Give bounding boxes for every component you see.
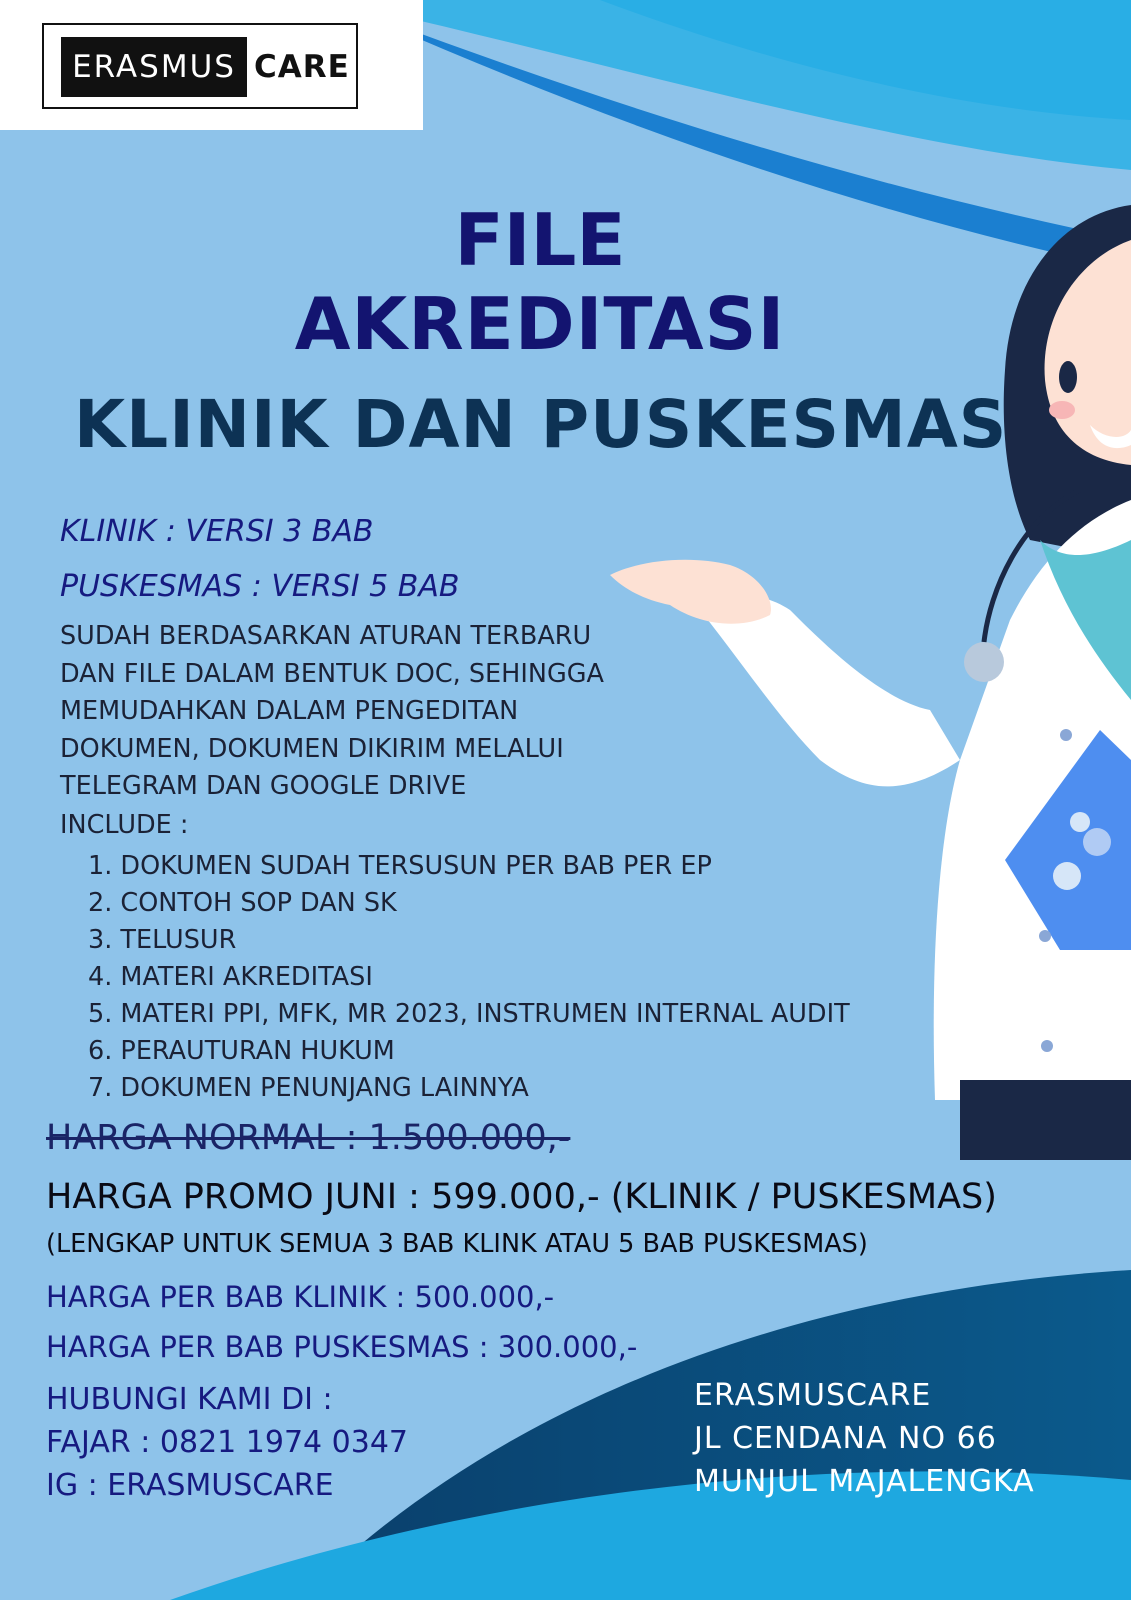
title-file: FILE	[454, 198, 626, 282]
title-klinik-puskesmas: KLINIK DAN PUSKESMAS	[74, 386, 1008, 463]
price-promo: HARGA PROMO JUNI : 599.000,- (KLINIK / PUSKESMAS)	[46, 1177, 997, 1217]
list-item: 1. DOKUMEN SUDAH TERSUSUN PER BAB PER EP	[88, 851, 712, 881]
description-line: TELEGRAM DAN GOOGLE DRIVE	[60, 771, 467, 801]
title-akreditasi: AKREDITASI	[294, 282, 786, 366]
version-puskesmas: PUSKESMAS : VERSI 5 BAB	[60, 569, 460, 604]
address-name: ERASMUSCARE	[694, 1378, 932, 1413]
logo-erasmus-text: ERASMUS	[61, 37, 247, 97]
list-item: 3. TELUSUR	[88, 925, 237, 955]
price-per-bab-puskesmas: HARGA PER BAB PUSKESMAS : 300.000,-	[46, 1330, 638, 1364]
include-label: INCLUDE :	[60, 810, 189, 840]
contact-phone: FAJAR : 0821 1974 0347	[46, 1425, 409, 1460]
list-item: 5. MATERI PPI, MFK, MR 2023, INSTRUMEN INTERNAL AUDIT	[88, 999, 850, 1029]
include-list	[88, 848, 850, 1107]
contact-instagram: IG : ERASMUSCARE	[46, 1468, 334, 1503]
logo-box	[0, 0, 423, 130]
price-per-bab-klinik: HARGA PER BAB KLINIK : 500.000,-	[46, 1280, 555, 1314]
contact-heading: HUBUNGI KAMI DI :	[46, 1382, 333, 1417]
description-line: MEMUDAHKAN DALAM PENGEDITAN	[60, 696, 519, 726]
list-item: 4. MATERI AKREDITASI	[88, 962, 373, 992]
description	[60, 618, 700, 806]
logo-frame	[42, 23, 358, 109]
description-line: SUDAH BERDASARKAN ATURAN TERBARU	[60, 621, 592, 651]
price-normal: HARGA NORMAL : 1.500.000,-	[46, 1118, 571, 1158]
address-street: JL CENDANA NO 66	[694, 1421, 997, 1456]
list-item: 2. CONTOH SOP DAN SK	[88, 888, 397, 918]
list-item: 6. PERAUTURAN HUKUM	[88, 1036, 395, 1066]
logo-care-text: CARE	[254, 49, 350, 85]
version-klinik: KLINIK : VERSI 3 BAB	[60, 514, 374, 549]
address-block	[694, 1374, 1035, 1503]
contact-block	[46, 1378, 408, 1507]
address-city: MUNJUL MAJALENGKA	[694, 1464, 1035, 1499]
description-line: DOKUMEN, DOKUMEN DIKIRIM MELALUI	[60, 733, 564, 764]
description-line: DAN FILE DALAM BENTUK DOC, SEHINGGA	[60, 658, 604, 689]
list-item: 7. DOKUMEN PENUNJANG LAINNYA	[88, 1073, 529, 1103]
price-note: (LENGKAP UNTUK SEMUA 3 BAB KLINK ATAU 5 BAB PUSKESMAS)	[46, 1229, 868, 1259]
